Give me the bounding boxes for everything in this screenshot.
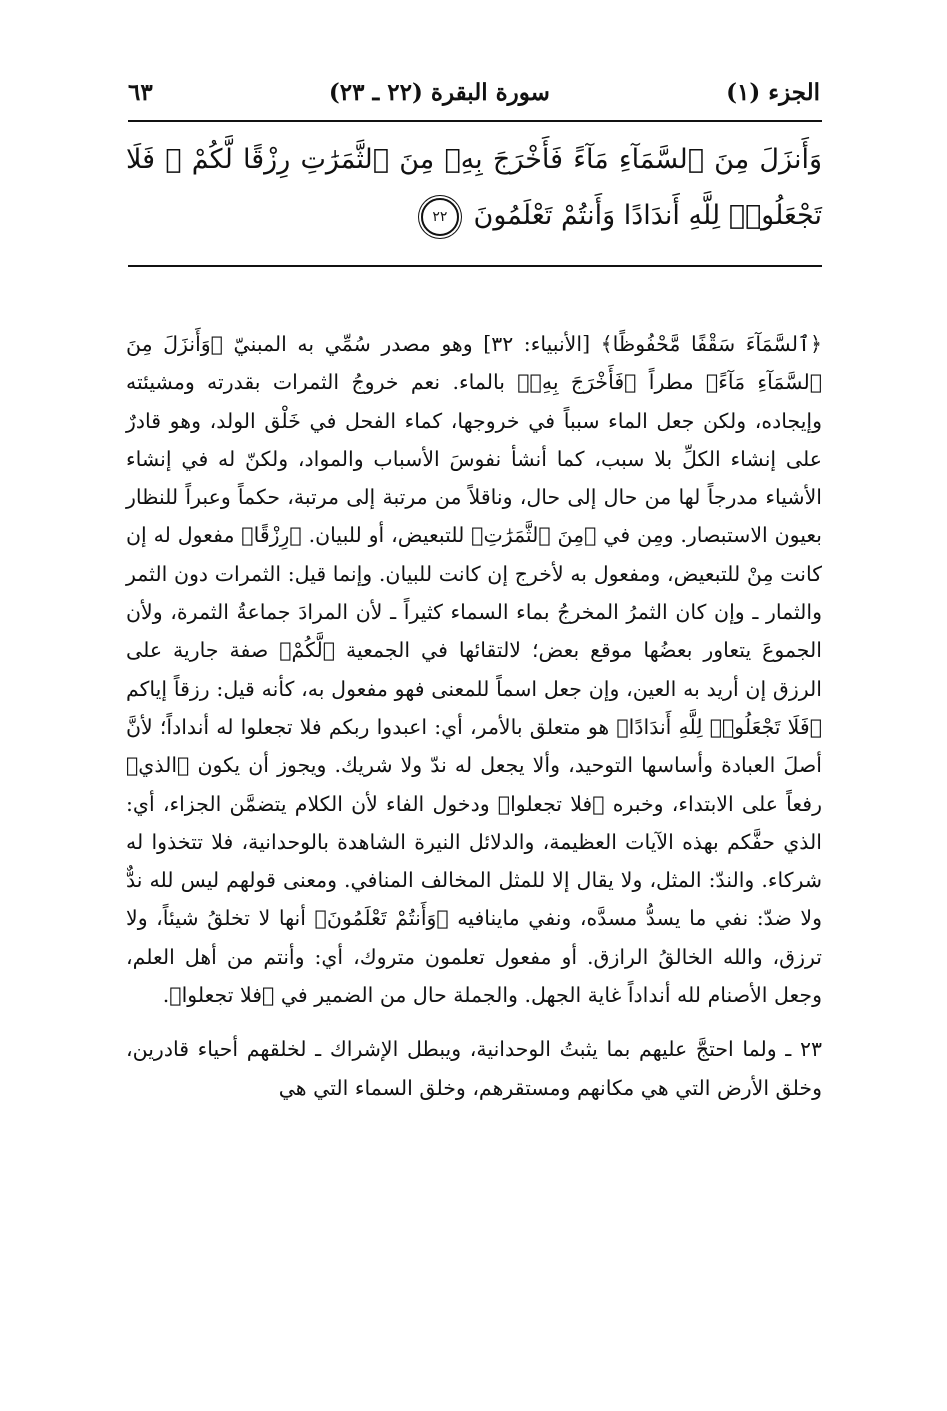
- verse-divider: [128, 265, 822, 267]
- part-label: الجزء (١): [726, 78, 820, 106]
- commentary-paragraph-2: ٢٣ ـ ولما احتجَّ عليهم بما يثبتُ الوحدانية، ويبطل الإشراك ـ لخلقهم أحياء قادرين، وخلق الأرض التي هي مكانهم ومستقرهم، وخلق السماء التي هي: [126, 1037, 822, 1100]
- ayah-number-marker: ٢٢: [421, 198, 459, 236]
- surah-title: سورة البقرة (٢٢ ـ ٢٣): [328, 78, 550, 106]
- quran-verse: [126, 132, 822, 244]
- page-header: [128, 72, 820, 112]
- commentary-paragraph-1: ﴿ٱلسَّمَآءَ سَقْفًا مَّحْفُوظًا﴾ [الأنبياء: ٣٢] وهو مصدر سُمِّي به المبنيّ ﴿وَأَنزَلَ مِنَ ٱلسَّمَآءِ مَآءً﴾ مطراً ﴿فَأَخْرَجَ بِهِۦ﴾ بالماء. نعم خروجُ الثمرات بقدرته ومشيئته وإيجاده، ولكن جعل الماء سبباً في خروجها، كماء الفحل في خَلْق الولد، وهو قادرٌ على إنشاء الكلِّ بلا سبب، كما أنشأ نفوسَ الأسباب والمواد، ولكنّ له في إنشاء الأشياء مدرجاً لها من حال إلى حال، وناقلاً من مرتبة إلى مرتبة، حكماً وعبراً للنظار بعيون الاستبصار. ومِن في ﴿مِنَ ٱلثَّمَرَٰتِ﴾ للتبعيض، أو للبيان. ﴿رِزْقًا﴾ مفعول له إن كانت مِنْ للتبعيض، ومفعول به لأخرج إن كانت للبيان. وإنما قيل: الثمرات دون الثمر والثمار ـ وإن كان الثمرُ المخرجُ بماء السماء كثيراً ـ لأن المرادَ جماعةُ الثمرة، ولأن الجموعَ يتعاور بعضُها موقع بعض؛ لالتقائها في الجمعية ﴿لَّكُمْ﴾ صفة جارية على الرزق إن أريد به العين، وإن جعل اسماً للمعنى فهو مفعول به، كأنه قيل: رزقاً إياكم ﴿فَلَا تَجْعَلُوا۟ لِلَّهِ أَندَادًا﴾ هو متعلق بالأمر، أي: اعبدوا ربكم فلا تجعلوا له أنداداً؛ لأنَّ أصلَ العبادة وأساسها التوحيد، وألا يجعل له ندّ ولا شريك. ويجوز أن يكون ﴿الذي﴾ رفعاً على الابتداء، وخبره ﴿فلا تجعلوا﴾ ودخول الفاء لأن الكلام يتضمَّن الجزاء، أي: الذي حفَّكم بهذه الآيات العظيمة، والدلائل النيرة الشاهدة بالوحدانية، فلا تتخذوا له شركاء. والندّ: المثل، ولا يقال إلا للمثل المخالف المنافي. ومعنى قولهم ليس لله ندٌّ ولا ضدّ: نفي ما يسدُّ مسدَّه، ونفي ماينافيه ﴿وَأَنتُمْ تَعْلَمُونَ﴾ أنها لا تخلقُ شيئاً، ولا ترزق، والله الخالقُ الرازق. أو مفعول تعلمون متروك، أي: وأنتم من أهل العلم، وجعل الأصنام لله أنداداً غاية الجهل. والجملة حال من الضمير في ﴿فلا تجعلوا﴾.: [126, 332, 822, 1008]
- tafsir-commentary: [126, 325, 822, 1107]
- page-number: ٦٣: [128, 78, 153, 106]
- header-divider: [128, 120, 822, 122]
- verse-text: وَأَنزَلَ مِنَ ٱلسَّمَآءِ مَآءً فَأَخْرَجَ بِهِۦ مِنَ ٱلثَّمَرَٰتِ رِزْقًا لَّكُمْ ۖ فَلَا تَجْعَلُوا۟ لِلَّهِ أَندَادًا وَأَنتُمْ تَعْلَمُونَ: [126, 144, 822, 231]
